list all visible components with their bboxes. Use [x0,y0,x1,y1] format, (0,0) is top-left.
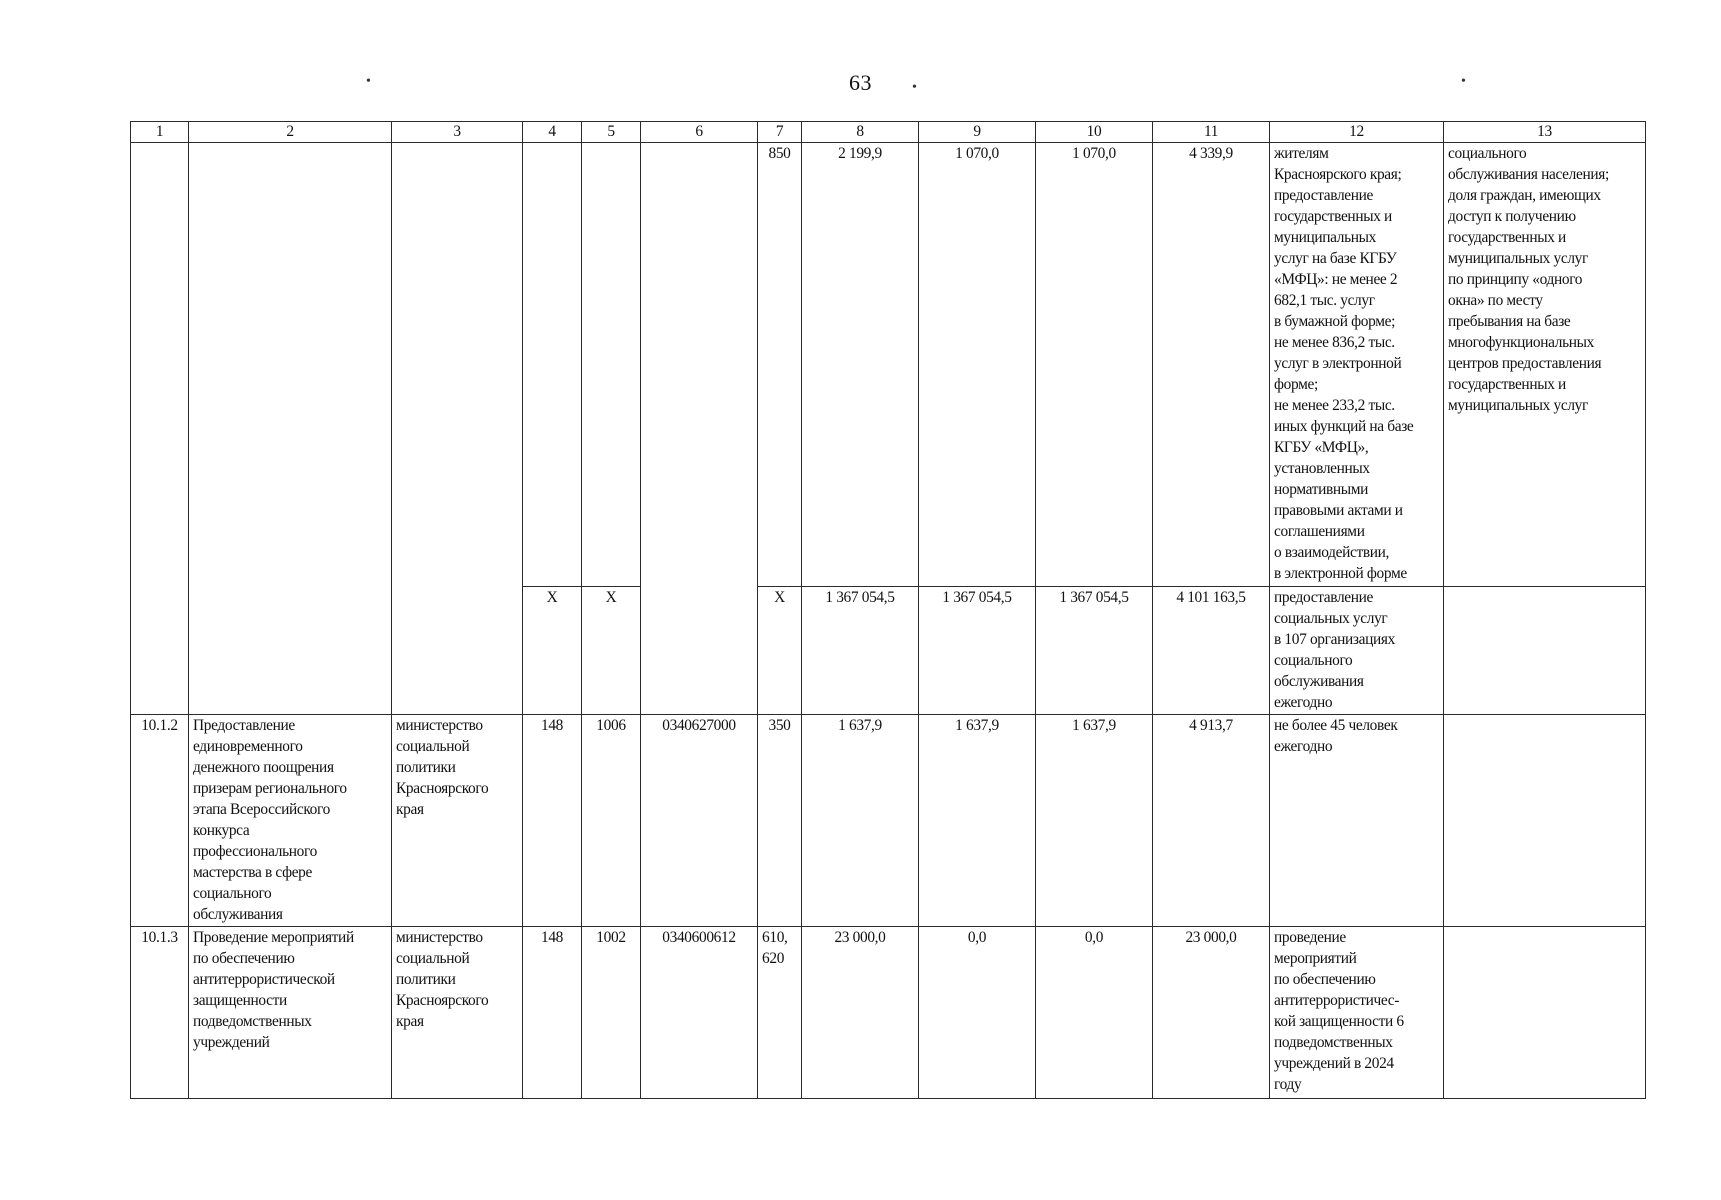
scan-speck-left: • [366,74,371,89]
table-row [131,927,1646,1099]
table-cell: X [582,587,641,715]
table-cell: 1 637,9 [1036,715,1153,927]
data-table [130,121,1646,1099]
table-cell: 1 637,9 [802,715,919,927]
table-cell: 1006 [582,715,641,927]
table-cell: 350 [758,715,802,927]
table-cell: 0,0 [1036,927,1153,1099]
table-cell: жителям Красноярского края; предоставление государственных и муниципальных услуг на базе КГБУ «МФЦ»: не менее 2 682,1 тыс. услуг в бумажной форме; не менее 836,2 тыс. услуг в электронной форме; не менее 233,2 тыс. иных функций на базе КГБУ «МФЦ», установленных нормативными правовыми актами и соглашениями о взаимодействии, в электронной форме [1270,143,1444,587]
column-header: 9 [919,122,1036,143]
table-cell: 1 367 054,5 [1036,587,1153,715]
table-cell: 4 101 163,5 [1153,587,1270,715]
table-cell: 23 000,0 [1153,927,1270,1099]
column-header: 4 [523,122,582,143]
table-cell [523,143,582,587]
column-header: 13 [1444,122,1646,143]
table-cell: министерство социальной политики Красноярского края [392,927,523,1099]
column-header: 2 [189,122,392,143]
table-cell: министерство социальной политики Красноярского края [392,715,523,927]
table-cell: 1002 [582,927,641,1099]
column-header: 1 [131,122,189,143]
table-cell: 2 199,9 [802,143,919,587]
column-header: 3 [392,122,523,143]
table-cell: 148 [523,927,582,1099]
table-cell: 1 070,0 [1036,143,1153,587]
table-cell: 10.1.3 [131,927,189,1099]
table-cell [392,143,523,715]
table-cell [131,143,189,715]
table-cell [189,143,392,715]
table-row [131,715,1646,927]
scan-speck-center: • [912,80,917,95]
table-cell [1444,715,1646,927]
table-cell [582,143,641,587]
column-number-row [131,122,1646,143]
table-cell [1444,587,1646,715]
table-cell: 0,0 [919,927,1036,1099]
column-header: 7 [758,122,802,143]
table-cell: Предоставление единовременного денежного поощрения призерам регионального этапа Всероссийского конкурса профессионального мастерства в сфере социального обслуживания [189,715,392,927]
table-cell: социального обслуживания населения; доля граждан, имеющих доступ к получению государственных и муниципальных услуг по принципу «одного окна» по месту пребывания на базе многофункциональных центров предоставления государственных и муниципальных услуг [1444,143,1646,587]
table-cell: 1 070,0 [919,143,1036,587]
table-cell: 0340600612 [641,927,758,1099]
column-header: 11 [1153,122,1270,143]
table-cell: проведение мероприятий по обеспечению антитеррористичес- кой защищенности 6 подведомственных учреждений в 2024 году [1270,927,1444,1099]
column-header: 5 [582,122,641,143]
table-cell: 4 913,7 [1153,715,1270,927]
table-cell: 610, 620 [758,927,802,1099]
column-header: 8 [802,122,919,143]
column-header: 10 [1036,122,1153,143]
page-number: 63 [849,70,872,95]
table-row [131,143,1646,587]
table-cell: X [523,587,582,715]
table-cell: 1 367 054,5 [919,587,1036,715]
table-cell [641,143,758,715]
table-cell: X [758,587,802,715]
table-cell: предоставление социальных услуг в 107 организациях социального обслуживания ежегодно [1270,587,1444,715]
table-cell [1444,927,1646,1099]
table-cell: 1 637,9 [919,715,1036,927]
table-cell: 4 339,9 [1153,143,1270,587]
table-cell: 1 367 054,5 [802,587,919,715]
table-cell: 23 000,0 [802,927,919,1099]
scan-speck-right: • [1461,74,1466,89]
table-cell: 850 [758,143,802,587]
table-cell: 0340627000 [641,715,758,927]
table-cell: не более 45 человек ежегодно [1270,715,1444,927]
table-cell: 148 [523,715,582,927]
table-cell: Проведение мероприятий по обеспечению антитеррористической защищенности подведомственных учреждений [189,927,392,1099]
column-header: 12 [1270,122,1444,143]
column-header: 6 [641,122,758,143]
table-cell: 10.1.2 [131,715,189,927]
